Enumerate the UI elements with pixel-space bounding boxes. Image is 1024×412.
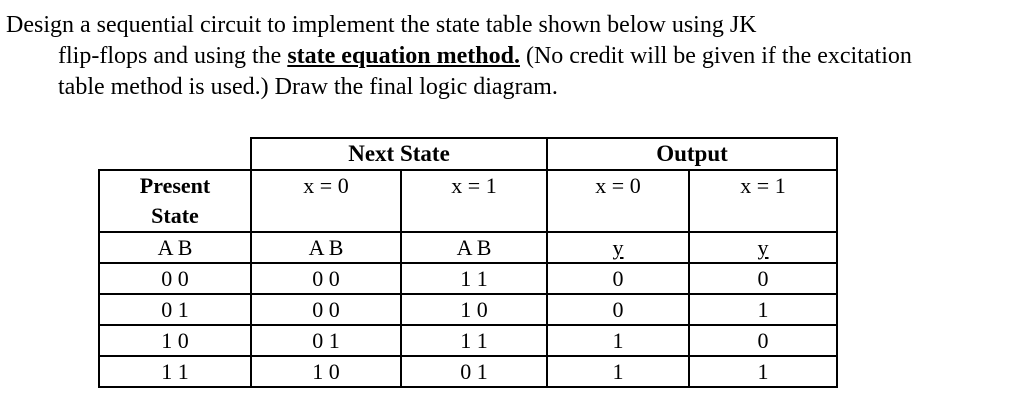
table-cell: 0 xyxy=(689,325,837,356)
next-state-x0-vars: A B xyxy=(251,232,401,263)
table-cell: 0 0 xyxy=(251,294,401,325)
problem-statement xyxy=(6,10,1016,103)
present-state-header-line-1: Present xyxy=(139,173,211,198)
table-cell: 1 xyxy=(547,325,689,356)
present-state-vars: A B xyxy=(99,232,251,263)
table-cell: 0 xyxy=(547,294,689,325)
table-cell: 0 1 xyxy=(401,356,547,387)
output-x1-var-label: y xyxy=(757,235,769,260)
table-row xyxy=(99,263,837,294)
output-x1-var xyxy=(689,232,837,263)
state-equation-method-emphasis: state equation method. xyxy=(287,43,520,69)
state-table xyxy=(98,137,838,388)
table-cell: 1 0 xyxy=(401,294,547,325)
table-cell: 1 xyxy=(689,356,837,387)
output-x0-var xyxy=(547,232,689,263)
problem-line-1: Design a sequential circuit to implement the state table shown below using JK xyxy=(6,12,757,38)
variable-row xyxy=(99,232,837,263)
table-cell: 1 0 xyxy=(251,356,401,387)
table-cell: 1 xyxy=(547,356,689,387)
next-state-header: Next State xyxy=(251,138,547,170)
table-row xyxy=(99,294,837,325)
table-cell: 0 1 xyxy=(251,325,401,356)
table-cell: 0 1 xyxy=(99,294,251,325)
problem-line-3: table method is used.) Draw the final logic diagram. xyxy=(58,74,558,100)
problem-line-2 xyxy=(6,41,1016,72)
table-cell: 1 xyxy=(689,294,837,325)
present-state-header xyxy=(99,170,251,232)
output-header: Output xyxy=(547,138,837,170)
problem-line-2-post: (No credit will be given if the excitation xyxy=(519,43,912,69)
group-header-row xyxy=(99,138,837,170)
table-cell: 1 1 xyxy=(401,263,547,294)
table-cell: 1 1 xyxy=(401,325,547,356)
next-state-x1-header: x = 1 xyxy=(401,170,547,232)
table-cell: 0 0 xyxy=(251,263,401,294)
table-cell: 1 1 xyxy=(99,356,251,387)
table-row xyxy=(99,325,837,356)
next-state-x0-header: x = 0 xyxy=(251,170,401,232)
present-state-header-line-2: State xyxy=(151,203,199,228)
table-cell: 0 xyxy=(547,263,689,294)
problem-line-2-pre: flip-flops and using the xyxy=(58,43,288,69)
table-cell: 1 0 xyxy=(99,325,251,356)
output-x1-header: x = 1 xyxy=(689,170,837,232)
blank-corner-cell xyxy=(99,138,251,170)
table-row xyxy=(99,356,837,387)
table-cell: 0 0 xyxy=(99,263,251,294)
table-cell: 0 xyxy=(689,263,837,294)
output-x0-var-label: y xyxy=(612,235,624,260)
next-state-x1-vars: A B xyxy=(401,232,547,263)
output-x0-header: x = 0 xyxy=(547,170,689,232)
sub-header-row xyxy=(99,170,837,232)
